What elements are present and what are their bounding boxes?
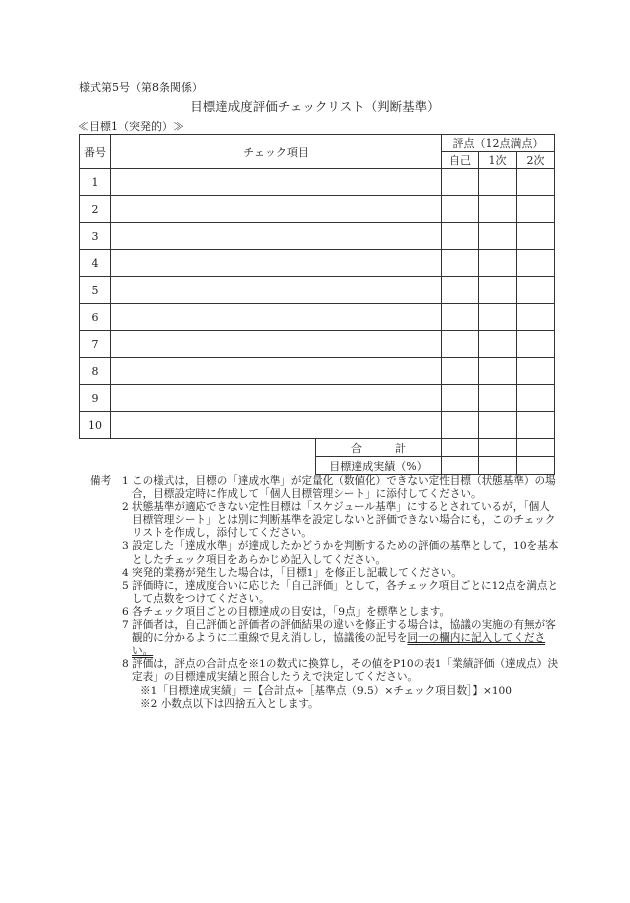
header-second: 2次 [517, 152, 555, 169]
checklist-table [79, 134, 555, 475]
first-score-cell[interactable] [479, 250, 517, 277]
self-score-cell[interactable] [442, 277, 479, 304]
note-text: 状態基準が適応できない定性目標は「スケジュール基準」にするとされているが，「個人目標管理シート」とは別に判断基準を設定しないと評価できない場合にも，このチェックリストを作成し，添付してください。 [132, 501, 556, 540]
check-item-cell[interactable] [111, 385, 442, 412]
self-score-cell[interactable] [442, 412, 479, 439]
second-score-cell[interactable] [517, 439, 555, 457]
self-score-cell[interactable] [442, 223, 479, 250]
first-score-cell[interactable] [479, 277, 517, 304]
first-score-cell[interactable] [479, 439, 517, 457]
formula-2: ※2 小数点以下は四捨五入とします。 [140, 697, 319, 710]
check-item-cell[interactable] [111, 277, 442, 304]
first-score-cell[interactable] [479, 412, 517, 439]
second-score-cell[interactable] [517, 169, 555, 196]
notes [90, 475, 560, 711]
table-row [80, 385, 555, 412]
first-score-cell[interactable] [479, 169, 517, 196]
first-score-cell[interactable] [479, 223, 517, 250]
first-score-cell[interactable] [479, 358, 517, 385]
second-score-cell[interactable] [517, 385, 555, 412]
first-score-cell[interactable] [479, 196, 517, 223]
header-self: 自己 [442, 152, 479, 169]
note-number: 6 [122, 605, 129, 618]
note-item [122, 501, 560, 540]
self-score-cell[interactable] [442, 331, 479, 358]
note-item [122, 567, 560, 580]
achievement-label: 目標達成実績（%） [316, 457, 442, 475]
header-check-item: チェック項目 [111, 135, 442, 169]
note-text: 突発的業務が発生した場合は，「目標1」を修正し記載してください。 [132, 566, 462, 579]
header-number: 番号 [80, 135, 111, 169]
table-row [80, 277, 555, 304]
row-number: 8 [80, 358, 111, 385]
second-score-cell[interactable] [517, 250, 555, 277]
table-row [80, 304, 555, 331]
first-score-cell[interactable] [479, 385, 517, 412]
second-score-cell[interactable] [517, 457, 555, 475]
self-score-cell[interactable] [442, 385, 479, 412]
self-score-cell[interactable] [442, 457, 479, 475]
note-number: 4 [122, 566, 129, 579]
check-item-cell[interactable] [111, 304, 442, 331]
first-score-cell[interactable] [479, 304, 517, 331]
note-text: 設定した「達成水準」が達成したかどうかを判断するための評価の基準として，10を基本としたチェック項目をあらかじめ記入してください。 [132, 540, 559, 566]
self-score-cell[interactable] [442, 169, 479, 196]
check-item-cell[interactable] [111, 331, 442, 358]
check-item-cell[interactable] [111, 358, 442, 385]
check-item-cell[interactable] [111, 169, 442, 196]
check-item-cell[interactable] [111, 196, 442, 223]
header-first: 1次 [479, 152, 517, 169]
second-score-cell[interactable] [517, 304, 555, 331]
second-score-cell[interactable] [517, 223, 555, 250]
second-score-cell[interactable] [517, 358, 555, 385]
table-row [80, 223, 555, 250]
note-item [122, 658, 560, 684]
note-item [122, 475, 560, 501]
note-underlined-text: に記入してください。 [132, 632, 546, 658]
note-text: 評価は，評点の合計点を※1の数式に換算し，その値をP10の表1「業績評価（達成点）決定表」の目標達成実績と照合したうえで決定してください。 [132, 658, 559, 684]
table-row [80, 412, 555, 439]
table-row [80, 358, 555, 385]
note-underlined-text: 同一の欄内 [407, 632, 461, 645]
note-item [122, 580, 560, 606]
second-score-cell[interactable] [517, 412, 555, 439]
note-text: 評価者は，自己評価と評価者の評価結果の違いを修正する場合は，協議の実施の有無が客観的に分かるように二重線で見え消しし，協議後の記号を [132, 619, 556, 645]
note-text: 評価時に，達成度合いに応じた「自己評価」として，各チェック項目ごとに12点を満点として点数をつけてください。 [132, 579, 559, 605]
total-row [80, 439, 555, 457]
note-text: この様式は，目標の「達成水準」が定量化（数値化）できない定性目標（状態基準）の場合，目標設定時に作成して「個人目標管理シート」に添付してください。 [132, 475, 556, 501]
row-number: 10 [80, 412, 111, 439]
second-score-cell[interactable] [517, 196, 555, 223]
self-score-cell[interactable] [442, 358, 479, 385]
check-item-cell[interactable] [111, 250, 442, 277]
table-row [80, 196, 555, 223]
section-label: ≪目標1（突発的）≫ [78, 120, 184, 133]
row-number: 2 [80, 196, 111, 223]
note-item [122, 619, 560, 658]
note-number: 1 [122, 475, 129, 487]
blank-cell [80, 439, 316, 457]
achievement-row [80, 457, 555, 475]
notes-heading: 備考 [90, 475, 112, 487]
row-number: 3 [80, 223, 111, 250]
self-score-cell[interactable] [442, 304, 479, 331]
check-item-cell[interactable] [111, 223, 442, 250]
note-number: 5 [122, 579, 129, 592]
table-row [80, 169, 555, 196]
total-label: 合 計 [316, 439, 442, 457]
table-row [80, 331, 555, 358]
row-number: 4 [80, 250, 111, 277]
self-score-cell[interactable] [442, 196, 479, 223]
first-score-cell[interactable] [479, 331, 517, 358]
note-item [122, 540, 560, 566]
formula-1: ※1「目標達成実績」＝【合計点÷［基準点（9.5）×チェック項目数］】×100 [140, 684, 513, 697]
document-title: 目標達成度評価チェックリスト（判断基準） [190, 99, 440, 114]
row-number: 9 [80, 385, 111, 412]
row-number: 5 [80, 277, 111, 304]
row-number: 7 [80, 331, 111, 358]
header-score: 評点（12点満点） [442, 135, 555, 152]
first-score-cell[interactable] [479, 457, 517, 475]
second-score-cell[interactable] [517, 277, 555, 304]
note-text: 各チェック項目ごとの目標達成の目安は，「9点」を標準とします。 [132, 605, 451, 618]
note-number: 2 [122, 501, 129, 514]
row-number: 1 [80, 169, 111, 196]
note-number: 3 [122, 540, 129, 553]
second-score-cell[interactable] [517, 331, 555, 358]
note-item [122, 606, 560, 619]
check-item-cell[interactable] [111, 412, 442, 439]
note-number: 8 [122, 658, 129, 671]
row-number: 6 [80, 304, 111, 331]
blank-cell [80, 457, 316, 475]
form-number: 様式第5号（第8条関係） [79, 81, 203, 94]
table-row [80, 250, 555, 277]
self-score-cell[interactable] [442, 439, 479, 457]
note-number: 7 [122, 619, 129, 632]
self-score-cell[interactable] [442, 250, 479, 277]
